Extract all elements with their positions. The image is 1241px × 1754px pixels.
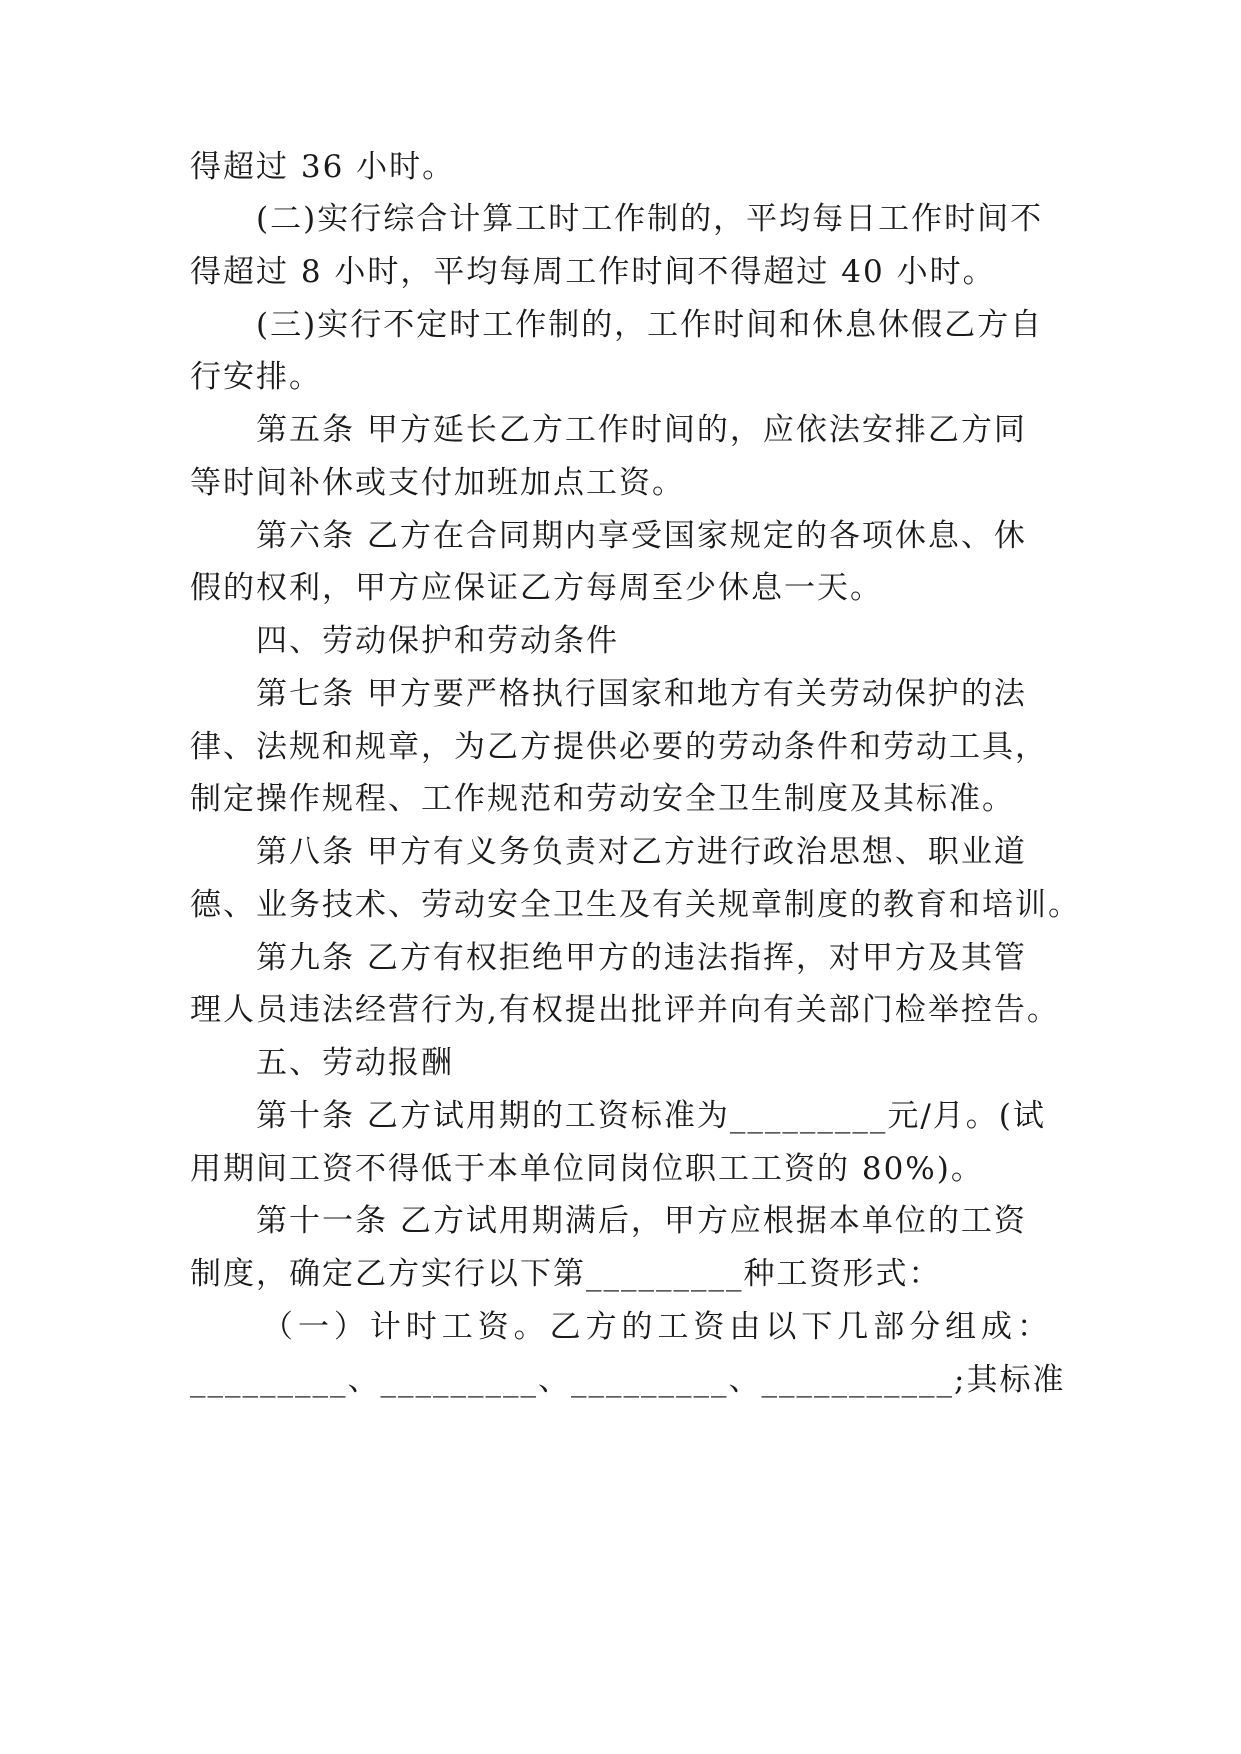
text-line-22: 制度，确定乙方实行以下第_________种工资形式： <box>190 1256 942 1292</box>
text-line-1: 得超过 36 小时。 <box>190 149 456 185</box>
text-line-14: 第八条 甲方有义务负责对乙方进行政治思想、职业道 <box>256 834 1027 870</box>
text-line-15: 德、业务技术、劳动安全卫生及有关规章制度的教育和培训。 <box>190 887 1081 923</box>
text-line-6: 第五条 甲方延长乙方工作时间的，应依法安排乙方同 <box>256 412 1027 448</box>
text-line-4: (三)实行不定时工作制的，工作时间和休息休假乙方自 <box>256 307 1044 343</box>
text-line-8: 第六条 乙方在合同期内享受国家规定的各项休息、休 <box>256 518 1027 554</box>
text-line-12: 律、法规和规章，为乙方提供必要的劳动条件和劳动工具， <box>190 729 1048 765</box>
text-line-24: _________、_________、_________、___________;其标准 <box>190 1362 1066 1398</box>
text-line-21: 第十一条 乙方试用期满后，甲方应根据本单位的工资 <box>256 1203 1027 1239</box>
text-line-23: （一）计时工资。乙方的工资由以下几部分组成： <box>262 1309 1050 1345</box>
section-heading-4: 四、劳动保护和劳动条件 <box>256 623 619 659</box>
section-heading-5: 五、劳动报酬 <box>256 1045 454 1081</box>
text-line-13: 制定操作规程、工作规范和劳动安全卫生制度及其标准。 <box>190 781 1015 817</box>
text-line-17: 理人员违法经营行为,有权提出批评并向有关部门检举控告。 <box>190 992 1060 1028</box>
text-line-20: 用期间工资不得低于本单位同岗位职工工资的 80%)。 <box>190 1151 984 1187</box>
text-line-3: 得超过 8 小时，平均每周工作时间不得超过 40 小时。 <box>190 254 996 290</box>
text-line-7: 等时间补休或支付加班加点工资。 <box>190 465 685 501</box>
text-line-5: 行安排。 <box>190 359 322 395</box>
text-line-16: 第九条 乙方有权拒绝甲方的违法指挥，对甲方及其管 <box>256 940 1027 976</box>
text-line-19: 第十条 乙方试用期的工资标准为_________元/月。(试 <box>256 1098 1046 1134</box>
text-line-11: 第七条 甲方要严格执行国家和地方有关劳动保护的法 <box>256 676 1027 712</box>
text-line-9: 假的权利，甲方应保证乙方每周至少休息一天。 <box>190 570 883 606</box>
text-line-2: (二)实行综合计算工时工作制的，平均每日工作时间不 <box>256 201 1044 237</box>
